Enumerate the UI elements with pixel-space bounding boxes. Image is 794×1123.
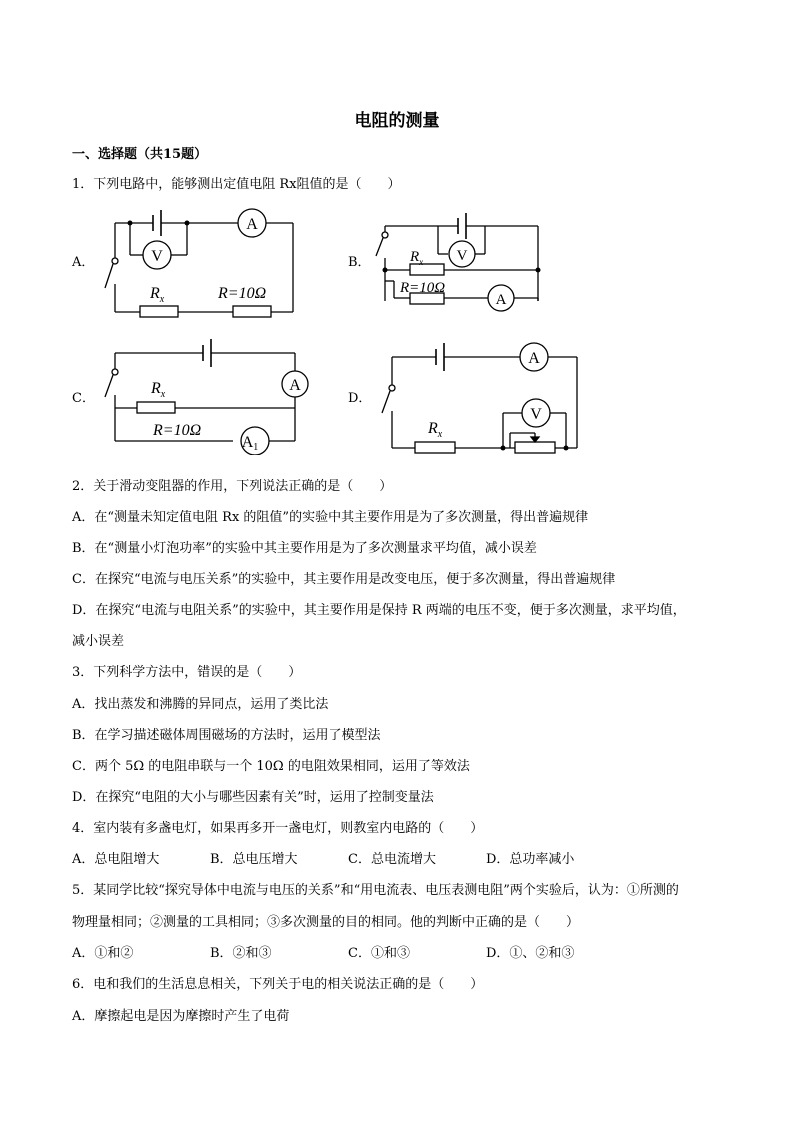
q1-option-c-label: C． <box>72 391 95 406</box>
q1-stem: 1．下列电路中，能够测出定值电阻 Rx阻值的是（ ） <box>72 177 401 192</box>
q3-option-a: A．找出蒸发和沸腾的异同点，运用了类比法 <box>72 697 329 712</box>
circuit-diagram-d <box>370 335 590 460</box>
q5-option-b: B．②和③ <box>210 946 272 961</box>
q4-option-d: D．总功率减小 <box>486 852 575 867</box>
voltmeter-a-symbol: V <box>151 248 163 265</box>
q5-option-c: C．①和③ <box>348 946 410 961</box>
circuit-diagram-c <box>95 335 320 455</box>
q1-option-d-label: D． <box>348 391 372 406</box>
q5-stem: 5．某同学比较“探究导体中电流与电压的关系”和“用电流表、电压表测电阻”两个实验后，认为：①所测的 <box>72 883 679 898</box>
q5-stem-cont: 物理量相同；②测量的工具相同；③多次测量的目的相同。他的判断中正确的是（ ） <box>72 915 580 930</box>
ammeter-a1-symbol: A1 <box>241 434 259 453</box>
q1-option-b-label: B． <box>348 255 371 270</box>
circuit-diagram-b <box>370 206 550 316</box>
q2-stem: 2．关于滑动变阻器的作用，下列说法正确的是（ ） <box>72 479 393 494</box>
ammeter-c-symbol: A <box>289 377 301 394</box>
q2-option-d: D．在探究“电流与电阻关系”的实验中，其主要作用是保持 R 两端的电压不变，便于多次测量，求平均值， <box>72 603 686 618</box>
q4-option-a: A．总电阻增大 <box>72 852 160 867</box>
r10-label-c: R=10Ω <box>153 422 202 439</box>
q1-option-a-label: A． <box>72 255 95 270</box>
ammeter-b-symbol: A <box>495 292 507 308</box>
q2-option-b: B．在“测量小灯泡功率”的实验中其主要作用是为了多次测量求平均值，减小误差 <box>72 541 537 556</box>
q5-option-d: D．①、②和③ <box>486 946 575 961</box>
circuit-diagram-a <box>95 206 305 321</box>
ammeter-d-symbol: A <box>528 350 540 367</box>
q4-option-b: B．总电压增大 <box>210 852 298 867</box>
rx-label-d: $R_x$ <box>428 420 443 440</box>
q4-stem: 4．室内装有多盏电灯，如果再多开一盏电灯，则教室内电路的（ ） <box>72 821 484 836</box>
q2-option-a: A．在“测量未知定值电阻 Rx 的阻值”的实验中其主要作用是为了多次测量，得出普遍规律 <box>72 510 589 525</box>
rx-label-c: $R_x$ <box>151 380 166 400</box>
r10-label-a: R=10Ω <box>218 285 267 302</box>
voltmeter-b-symbol: V <box>456 248 468 264</box>
q6-option-a: A．摩擦起电是因为摩擦时产生了电荷 <box>72 1009 290 1024</box>
q2-option-c: C．在探究“电流与电压关系”的实验中，其主要作用是改变电压，便于多次测量，得出普遍规律 <box>72 572 616 587</box>
r10-label-b: R=10Ω <box>400 280 446 296</box>
q3-option-d: D．在探究“电阻的大小与哪些因素有关”时，运用了控制变量法 <box>72 790 434 805</box>
q3-option-c: C．两个 5Ω 的电阻串联与一个 10Ω 的电阻效果相同，运用了等效法 <box>72 759 470 774</box>
q5-option-a: A．①和② <box>72 946 134 961</box>
section-heading: 一、选择题（共15题） <box>72 147 208 162</box>
voltmeter-d-symbol: V <box>530 406 542 423</box>
rx-label-a: $R_x$ <box>150 285 165 305</box>
q2-option-d-cont: 减小误差 <box>72 634 125 649</box>
page-title: 电阻的测量 <box>354 111 440 131</box>
ammeter-a-symbol: A <box>246 216 258 233</box>
q3-option-b: B．在学习描述磁体周围磁场的方法时，运用了模型法 <box>72 728 381 743</box>
rx-label-b: $R_x$ <box>410 249 424 267</box>
q4-option-c: C．总电流增大 <box>348 852 436 867</box>
q3-stem: 3．下列科学方法中，错误的是（ ） <box>72 665 302 680</box>
q6-stem: 6．电和我们的生活息息相关，下列关于电的相关说法正确的是（ ） <box>72 977 484 992</box>
